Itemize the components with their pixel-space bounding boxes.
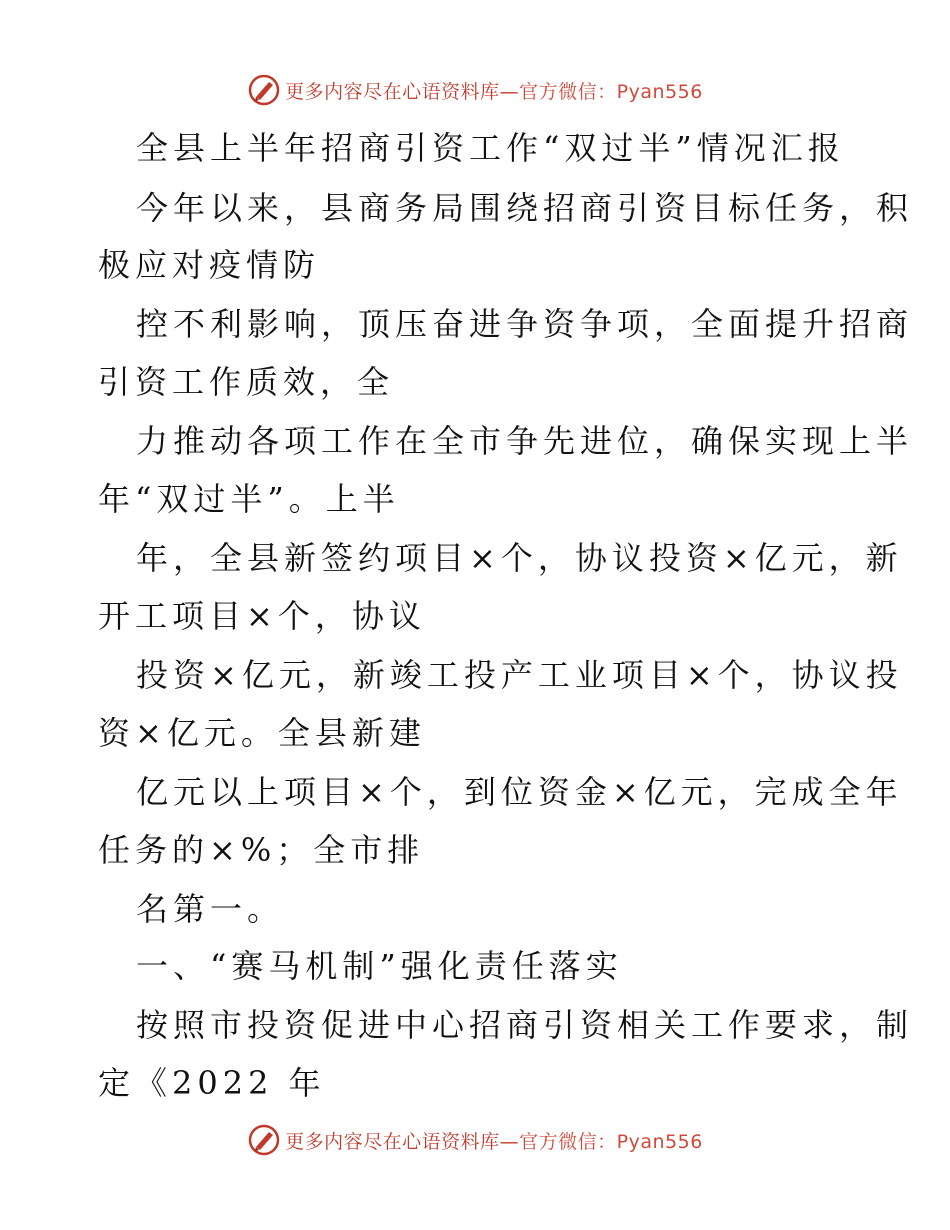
paragraph-line: 控不利影响，顶压奋进争资争项，全面提升招商 <box>136 305 914 343</box>
watermark-text <box>285 77 703 104</box>
watermark-main-text: 更多内容尽在心语资料库 <box>285 1130 500 1153</box>
paragraph-line: 极应对疫情防 <box>98 246 321 284</box>
paragraph-line: 定《2022 年 <box>98 1064 326 1102</box>
document-title: 全县上半年招商引资工作“双过半”情况汇报 <box>136 129 845 167</box>
paragraph-line: 年，全县新签约项目×个，协议投资×亿元，新 <box>136 539 903 577</box>
watermark-sub-text: 官方微信：Pyan556 <box>519 1130 703 1153</box>
paragraph-line: 引资工作质效，全 <box>98 363 395 401</box>
paragraph-line: 任务的×%；全市排 <box>98 831 425 869</box>
watermark-dash: — <box>499 1130 520 1153</box>
paragraph-line: 投资×亿元，新竣工投产工业项目×个，协议投 <box>136 656 903 694</box>
paragraph-line: 开工项目×个，协议 <box>98 597 426 635</box>
paragraph-line: 名第一。 <box>136 890 285 928</box>
paragraph-line: 今年以来，县商务局围绕招商引资目标任务，积 <box>136 189 914 227</box>
watermark-dash: — <box>499 80 520 103</box>
paragraph-line: 资×亿元。全县新建 <box>98 714 426 752</box>
watermark-sub-text: 官方微信：Pyan556 <box>519 80 703 103</box>
circle-pen-logo-icon <box>247 1123 281 1157</box>
watermark-text <box>285 1127 703 1154</box>
section-heading: 一、“赛马机制”强化责任落实 <box>136 947 623 985</box>
watermark-footer <box>0 1120 950 1160</box>
watermark-main-text: 更多内容尽在心语资料库 <box>285 80 500 103</box>
circle-pen-logo-icon <box>247 73 281 107</box>
paragraph-line: 年“双过半”。上半 <box>98 480 400 518</box>
paragraph-line: 力推动各项工作在全市争先进位，确保实现上半 <box>136 422 914 460</box>
watermark-header <box>0 70 950 110</box>
paragraph-line: 按照市投资促进中心招商引资相关工作要求，制 <box>136 1006 914 1044</box>
paragraph-line: 亿元以上项目×个，到位资金×亿元，完成全年 <box>136 773 903 811</box>
